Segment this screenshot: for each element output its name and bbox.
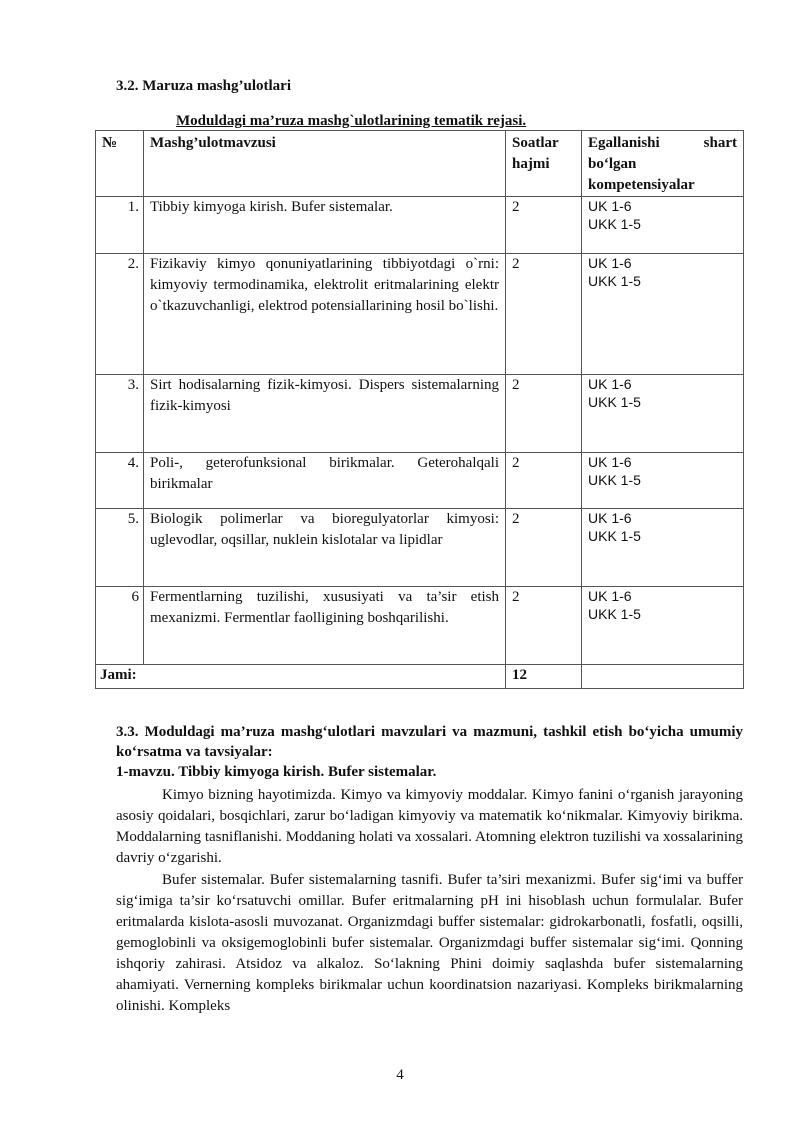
row-number: 4. bbox=[96, 453, 144, 509]
row-hours: 2 bbox=[506, 453, 582, 509]
table-row bbox=[96, 197, 744, 254]
table-title: Moduldagi ma’ruza mashg`ulotlarining tematik rejasi. bbox=[176, 113, 527, 129]
table-header-row bbox=[96, 131, 744, 197]
row-topic: Fizikaviy kimyo qonuniyatlarining tibbiyotdagi o`rni: kimyoviy termodinamika, elektrolit eritmalarining elektr o`tkazuvchanligi, elektrod potensiallarining hosil bo`lishi. bbox=[144, 254, 506, 375]
row-hours: 2 bbox=[506, 254, 582, 375]
thematic-plan-table bbox=[95, 130, 744, 689]
row-number: 6 bbox=[96, 587, 144, 665]
row-competencies bbox=[582, 254, 744, 375]
competency-uk: UK 1-6 bbox=[588, 376, 632, 392]
competency-uk: UK 1-6 bbox=[588, 198, 632, 214]
table-row bbox=[96, 254, 744, 375]
competency-ukk: UKK 1-5 bbox=[588, 273, 641, 289]
header-hours bbox=[506, 131, 582, 197]
header-comp-word1: Egallanishi bbox=[588, 135, 660, 151]
header-number: № bbox=[96, 131, 144, 197]
row-competencies bbox=[582, 375, 744, 453]
competency-ukk: UKK 1-5 bbox=[588, 606, 641, 622]
competency-ukk: UKK 1-5 bbox=[588, 528, 641, 544]
competency-ukk: UKK 1-5 bbox=[588, 216, 641, 232]
header-competencies-line2: bo‘lgan bbox=[588, 156, 637, 172]
row-competencies bbox=[582, 587, 744, 665]
table-row bbox=[96, 509, 744, 587]
table-row bbox=[96, 587, 744, 665]
header-hours-line1: Soatlar bbox=[512, 135, 559, 151]
row-topic: Poli-, geterofunksional birikmalar. Geterohalqali birikmalar bbox=[144, 453, 506, 509]
table-row bbox=[96, 375, 744, 453]
row-number: 5. bbox=[96, 509, 144, 587]
header-competencies bbox=[582, 131, 744, 197]
competency-ukk: UKK 1-5 bbox=[588, 394, 641, 410]
header-topic: Mashg’ulotmavzusi bbox=[144, 131, 506, 197]
paragraph-intro: Kimyo bizning hayotimizda. Kimyo va kimyoviy moddalar. Kimyo fanini o‘rganish jarayoning asosiy qoidalari, bosqichlari, zarur bo‘ladigan kimyoviy va matematik ko‘nikmalar. Kimyoviy birikma. Moddalarning tasniflanishi. Moddaning holati va xossalari. Atomning elektron tuzilishi va xossalarining davriy o‘zgarishi. bbox=[116, 787, 743, 866]
row-hours: 2 bbox=[506, 375, 582, 453]
row-topic: Sirt hodisalarning fizik-kimyosi. Dispers sistemalarning fizik-kimyosi bbox=[144, 375, 506, 453]
row-number: 1. bbox=[96, 197, 144, 254]
row-topic: Tibbiy kimyoga kirish. Bufer sistemalar. bbox=[144, 197, 506, 254]
total-hours: 12 bbox=[506, 665, 582, 689]
competency-uk: UK 1-6 bbox=[588, 454, 632, 470]
row-competencies bbox=[582, 509, 744, 587]
row-hours: 2 bbox=[506, 197, 582, 254]
row-hours: 2 bbox=[506, 509, 582, 587]
topic-1-title: 1-mavzu. Tibbiy kimyoga kirish. Bufer sistemalar. bbox=[116, 764, 437, 780]
competency-uk: UK 1-6 bbox=[588, 255, 632, 271]
header-hours-line2: hajmi bbox=[512, 156, 550, 172]
header-competencies-line1 bbox=[588, 133, 737, 154]
paragraph-buffer-systems: Bufer sistemalar. Bufer sistemalarning tasnifi. Bufer ta’siri mexanizmi. Bufer sig‘imi va buffer sig‘imiga ta’sir ko‘rsatuvchi omillar. Bufer eritmalarning pH ini hisoblash uchun formulalar. Bufer eritmalarda kislota-asosli muvozanat. Organizmdagi buffer sistemalar: gidrokarbonatli, fosfatli, oqsilli, gemoglobinli va oksigemoglobinli bufer sistemalar. Organizmdagi buffer sistemalar sig‘imi. Qonning ishqoriy zahirasi. Atsidoz va alkaloz. So‘lakning Phini doimiy saqlashda bufer sistemalarning ahamiyati. Vernerning kompleks birikmalar uchun koordinatsion nazariyasi. Kompleks birikmalarning olinishi. Kompleks bbox=[116, 872, 743, 1014]
competency-uk: UK 1-6 bbox=[588, 510, 632, 526]
total-label: Jami: bbox=[96, 665, 506, 689]
total-competencies-empty bbox=[582, 665, 744, 689]
page-number: 4 bbox=[396, 1067, 404, 1083]
header-comp-word2: shart bbox=[703, 135, 737, 151]
row-hours: 2 bbox=[506, 587, 582, 665]
row-competencies bbox=[582, 453, 744, 509]
competency-ukk: UKK 1-5 bbox=[588, 472, 641, 488]
table-total-row bbox=[96, 665, 744, 689]
row-number: 3. bbox=[96, 375, 144, 453]
header-competencies-line3: kompetensiyalar bbox=[588, 177, 695, 193]
section-heading: 3.2. Maruza mashg’ulotlari bbox=[116, 78, 291, 94]
row-number: 2. bbox=[96, 254, 144, 375]
competency-uk: UK 1-6 bbox=[588, 588, 632, 604]
row-topic: Fermentlarning tuzilishi, xususiyati va ta’sir etish mexanizmi. Fermentlar faolligining boshqarilishi. bbox=[144, 587, 506, 665]
row-topic: Biologik polimerlar va bioregulyatorlar kimyosi: uglevodlar, oqsillar, nuklein kislotalar va lipidlar bbox=[144, 509, 506, 587]
row-competencies bbox=[582, 197, 744, 254]
table-row bbox=[96, 453, 744, 509]
section-3-3-heading: 3.3. Moduldagi ma’ruza mashg‘ulotlari mavzulari va mazmuni, tashkil etish bo‘yicha umumiy ko‘rsatma va tavsiyalar: bbox=[116, 724, 743, 760]
